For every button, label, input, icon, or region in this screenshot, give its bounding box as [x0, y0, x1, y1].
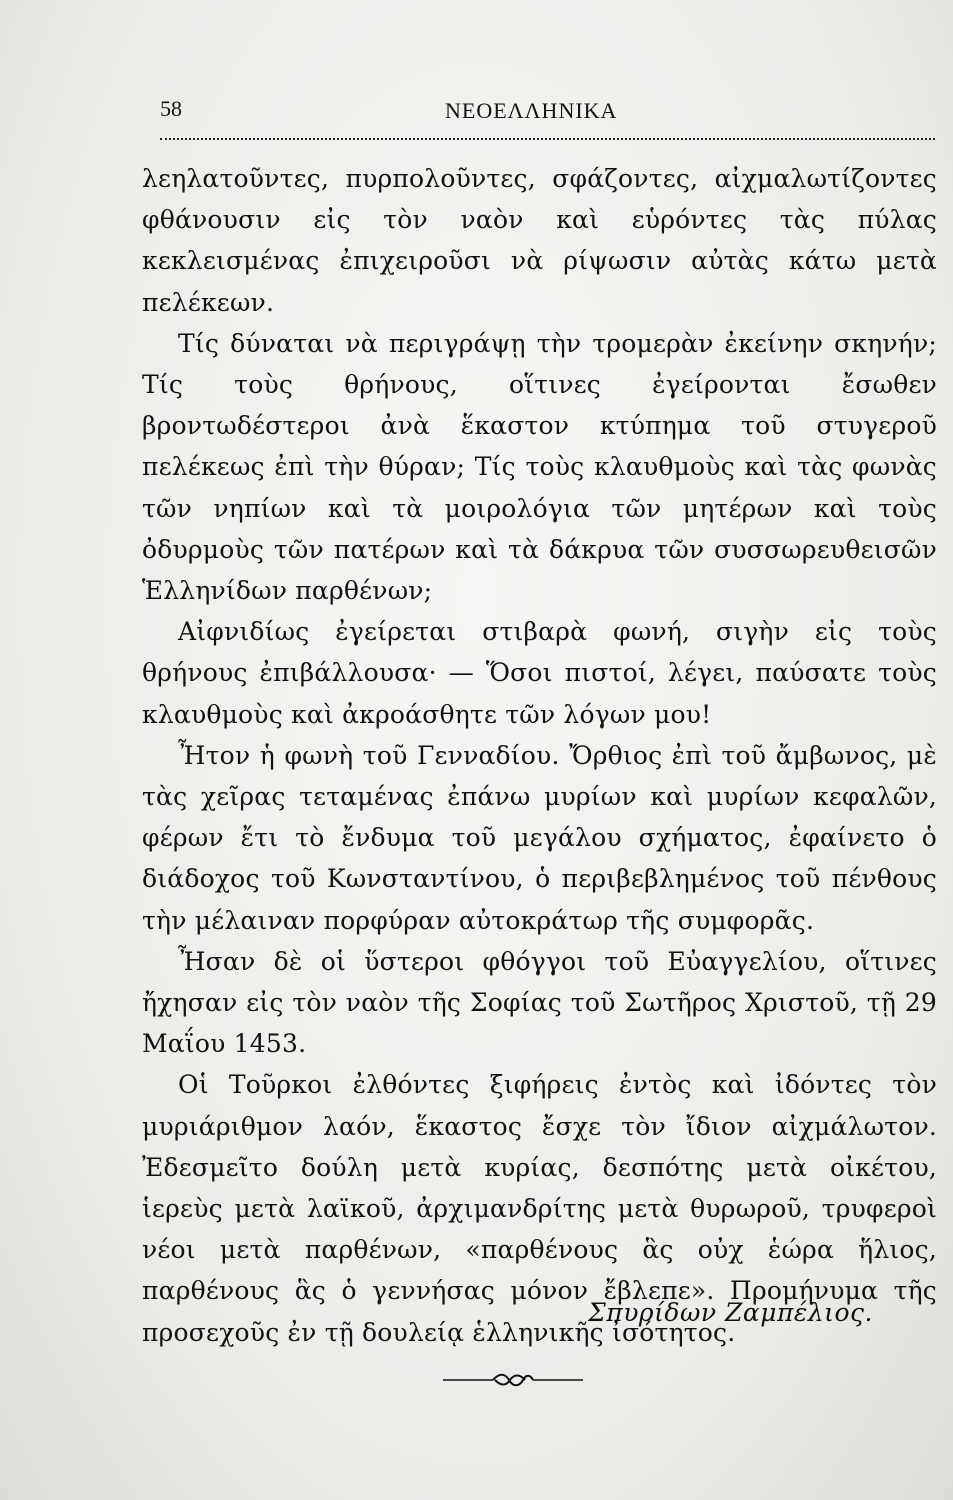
running-head: ΝΕΟΕΛΛΗΝΙΚΑ	[445, 98, 618, 123]
body-text	[142, 158, 937, 1353]
page-number: 58	[160, 96, 182, 121]
end-ornament-icon	[443, 1370, 583, 1390]
page-header	[150, 92, 940, 132]
paragraph-5: Ἦσαν δὲ οἱ ὕστεροι φθόγγοι τοῦ Εὐαγγελίου, οἵτινες ἤχησαν εἰς τὸν ναὸν τῆς Σοφίας τοῦ Σωτῆρος Χριστοῦ, τῇ 29 Μαΐου 1453.	[142, 946, 937, 1059]
paragraph-6: Οἱ Τοῦρκοι ἐλθόντες ξιφήρεις ἐντὸς καὶ ἰδόντες τὸν μυριάριθμον λαόν, ἕκαστος ἔσχε τὸν ἴδιον αἰχμάλωτον. Ἐδεσμεῖτο δούλη μετὰ κυρίας, δεσπότης μετὰ οἰκέτου, ἱερεὺς μετὰ λαϊκοῦ, ἀρχιμανδρίτης μετὰ θυρωροῦ, τρυφεροὶ νέοι μετὰ παρθένων, «παρθένους ἃς οὐχ ἑώρα ἥλιος, παρθένους ἃς ὁ γεννήσας μόνον ἔβλεπε». Προμήνυμα τῆς προσεχοῦς ἐν τῇ δουλείᾳ ἑλληνικῆς ἰσότητος.	[142, 1070, 937, 1347]
paragraph-4: Ἦτον ἡ φωνὴ τοῦ Γενναδίου. Ὄρθιος ἐπὶ τοῦ ἄμβωνος, μὲ τὰς χεῖρας τεταμένας ἐπάνω μυρίων καὶ μυρίων κεφαλῶν, φέρων ἔτι τὸ ἔνδυμα τοῦ μεγάλου σχήματος, ἐφαίνετο ὁ διάδοχος τοῦ Κωνσταντίνου, ὁ περιβεβλημένος τοῦ πένθους τὴν μέλαιναν πορφύραν αὐτοκράτωρ τῆς συμφορᾶς.	[142, 740, 937, 935]
author-signature: Σπυρίδων Ζαμπέλιος.	[588, 1298, 873, 1327]
paragraph-3: Αἰφνιδίως ἐγείρεται στιβαρὰ φωνή, σιγὴν εἰς τοὺς θρήνους ἐπιβάλλουσα· — Ὅσοι πιστοί, λέγει, παύσατε τοὺς κλαυθμοὺς καὶ ἀκροάσθητε τῶν λόγων μου!	[142, 617, 937, 729]
header-rule	[160, 138, 935, 140]
paragraph-2: Τίς δύναται νὰ περιγράψῃ τὴν τρομερὰν ἐκείνην σκηνήν; Τίς τοὺς θρήνους, οἵτινες ἐγείρονται ἔσωθεν βροντωδέστεροι ἀνὰ ἕκαστον κτύπημα τοῦ στυγεροῦ πελέκεως ἐπὶ τὴν θύραν; Τίς τοὺς κλαυθμοὺς καὶ τὰς φωνὰς τῶν νηπίων καὶ τὰ μοιρολόγια τῶν μητέρων καὶ τοὺς ὀδυρμοὺς τῶν πατέρων καὶ τὰ δάκρυα τῶν συσσωρευθεισῶν Ἑλληνίδων παρθένων;	[142, 328, 937, 606]
paragraph-1: λεηλατοῦντες, πυρπολοῦντες, σφάζοντες, αἰχμαλωτίζοντες φθάνουσιν εἰς τὸν ναὸν καὶ εὑρόντες τὰς πύλας κεκλεισμένας ἐπιχειροῦσι νὰ ρίψωσιν αὐτὰς κάτω μετὰ πελέκεων.	[142, 164, 937, 317]
